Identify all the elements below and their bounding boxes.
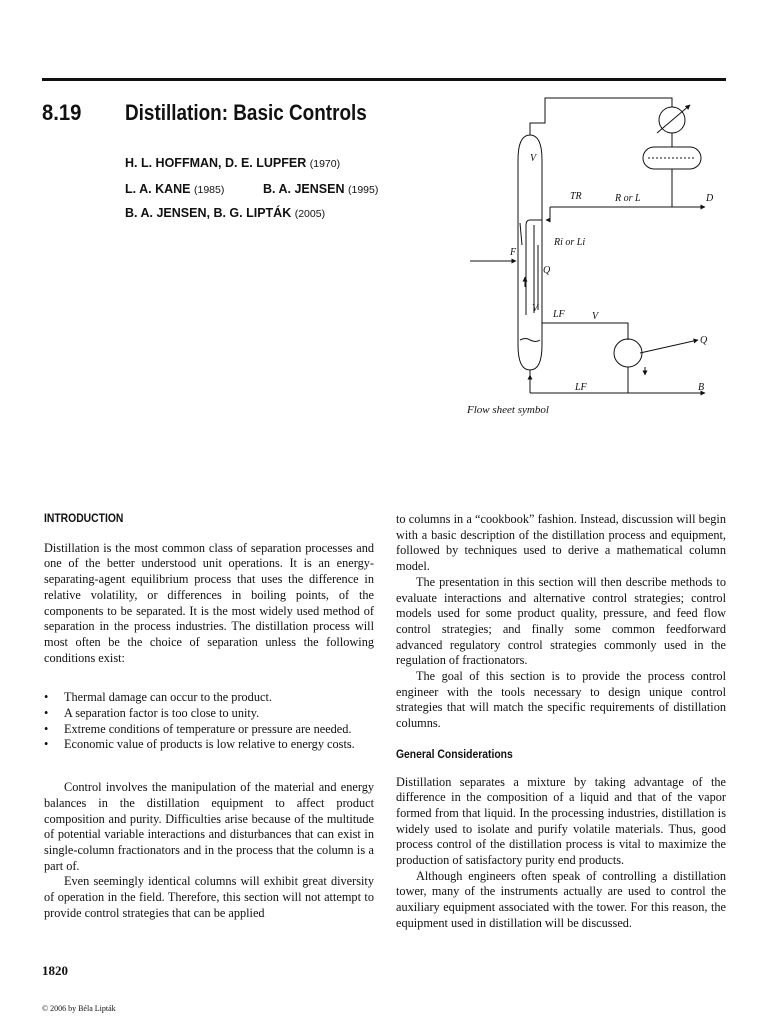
list-item: • Economic value of products is low relative to energy costs. [44, 737, 374, 753]
author-year: (1970) [309, 158, 341, 170]
paragraph: to columns in a “cookbook” fashion. Instead, discussion will begin with a basic description of the distillation process and equipment, followed by techniques used to derive a mathematical column model. [396, 512, 726, 574]
overhead-vapor-line [530, 98, 672, 135]
figure-caption: Flow sheet symbol [467, 404, 549, 416]
author-names: L. A. KANE [125, 182, 191, 196]
author-line-3 [263, 182, 378, 196]
label-ri-or-li: Ri or Li [554, 237, 586, 248]
author-line-2 [125, 182, 224, 196]
author-names: B. A. JENSEN [263, 182, 345, 196]
conditions-list [44, 690, 374, 753]
left-column [44, 512, 374, 921]
label-f: F [510, 247, 517, 258]
author-names: B. A. JENSEN, B. G. LIPTÁK [125, 206, 292, 220]
section-title: Distillation: Basic Controls [125, 100, 367, 125]
page-number: 1820 [42, 963, 68, 978]
label-r-or-l: R or L [615, 193, 641, 204]
label-v-top: V [530, 153, 537, 164]
author-year: (2005) [294, 208, 326, 220]
list-item: • Extreme conditions of temperature or pressure are needed. [44, 722, 374, 738]
section-heading-introduction: INTRODUCTION [44, 513, 124, 525]
paragraph: Distillation is the most common class of separation processes and one of the better understood unit operations. It is an energy-separating-agent equilibrium process that uses the difference in relative volatility, or differences in boiling points, of the components to be separated. It is the most widely used method of separation in the process industries. The distillation process will most often be the choice of separation unless the following conditions exist: [44, 540, 374, 665]
paragraph: Control involves the manipulation of the material and energy balances in the distillation equipment to affect product composition and purity. Difficulties arise because of the multitude of potential variable interactions and disturbances that can exist in single-column fractionators and in the process that the column is a part of. [44, 780, 374, 873]
header-rule [42, 78, 726, 81]
section-number: 8.19 [42, 100, 82, 125]
author-year: (1985) [194, 184, 225, 196]
reboiler [614, 339, 642, 367]
author-line-1 [125, 156, 340, 170]
list-item: • A separation factor is too close to unity. [44, 706, 374, 722]
paragraph: The goal of this section is to provide the process control engineer with the tools necessary to design unique control strategies that will match the specific requirements of distillation columns. [396, 669, 726, 731]
label-lf-mid: LF [553, 309, 565, 320]
author-names: H. L. HOFFMAN, D. E. LUPFER [125, 156, 307, 170]
label-v-mid: V [532, 303, 539, 314]
reboiler-vapor-line [542, 323, 628, 340]
author-year: (1995) [348, 184, 379, 196]
label-v-right: V [592, 311, 599, 322]
label-lf-bottom: LF [575, 382, 587, 393]
paragraph: Although engineers often speak of controlling a distillation tower, many of the instruments actually are used to control the auxiliary equipment associated with the tower. For this reason, the equipment used in distillation will be discussed. [396, 868, 726, 930]
list-item: • Thermal damage can occur to the product. [44, 690, 374, 706]
paragraph: Distillation separates a mixture by taking advantage of the difference in the composition of a liquid and that of the vapor formed from that liquid. In the processing industries, distillation is widely used to isolate and purify volatile materials. Thus, good process control of the distillation process is vital to maximize the production of satisfactory purity end products. [396, 774, 726, 868]
distillation-flow-sheet-diagram [450, 95, 740, 420]
paragraph: Even seemingly identical columns will exhibit great diversity of operation in the field. Therefore, this section will not attempt to provide control strategies that can be applied [44, 874, 374, 920]
copyright-notice: © 2006 by Béla Lipták [42, 1004, 116, 1013]
label-b: B [698, 382, 705, 393]
author-line-4 [125, 206, 325, 220]
paragraph: The presentation in this section will then describe methods to evaluate interactions and alternative control strategies; control models used for some product quality, pressure, and feed flow control strategies; and finally some common feedforward advanced regulatory control strategies commonly used in the regulation of fractionators. [396, 574, 726, 668]
section-heading-general-considerations: General Considerations [396, 748, 513, 761]
right-column [396, 512, 726, 932]
label-d: D [706, 193, 714, 204]
label-q-right: Q [700, 335, 708, 346]
label-tr: TR [570, 191, 582, 202]
label-q-mid: Q [543, 265, 551, 276]
